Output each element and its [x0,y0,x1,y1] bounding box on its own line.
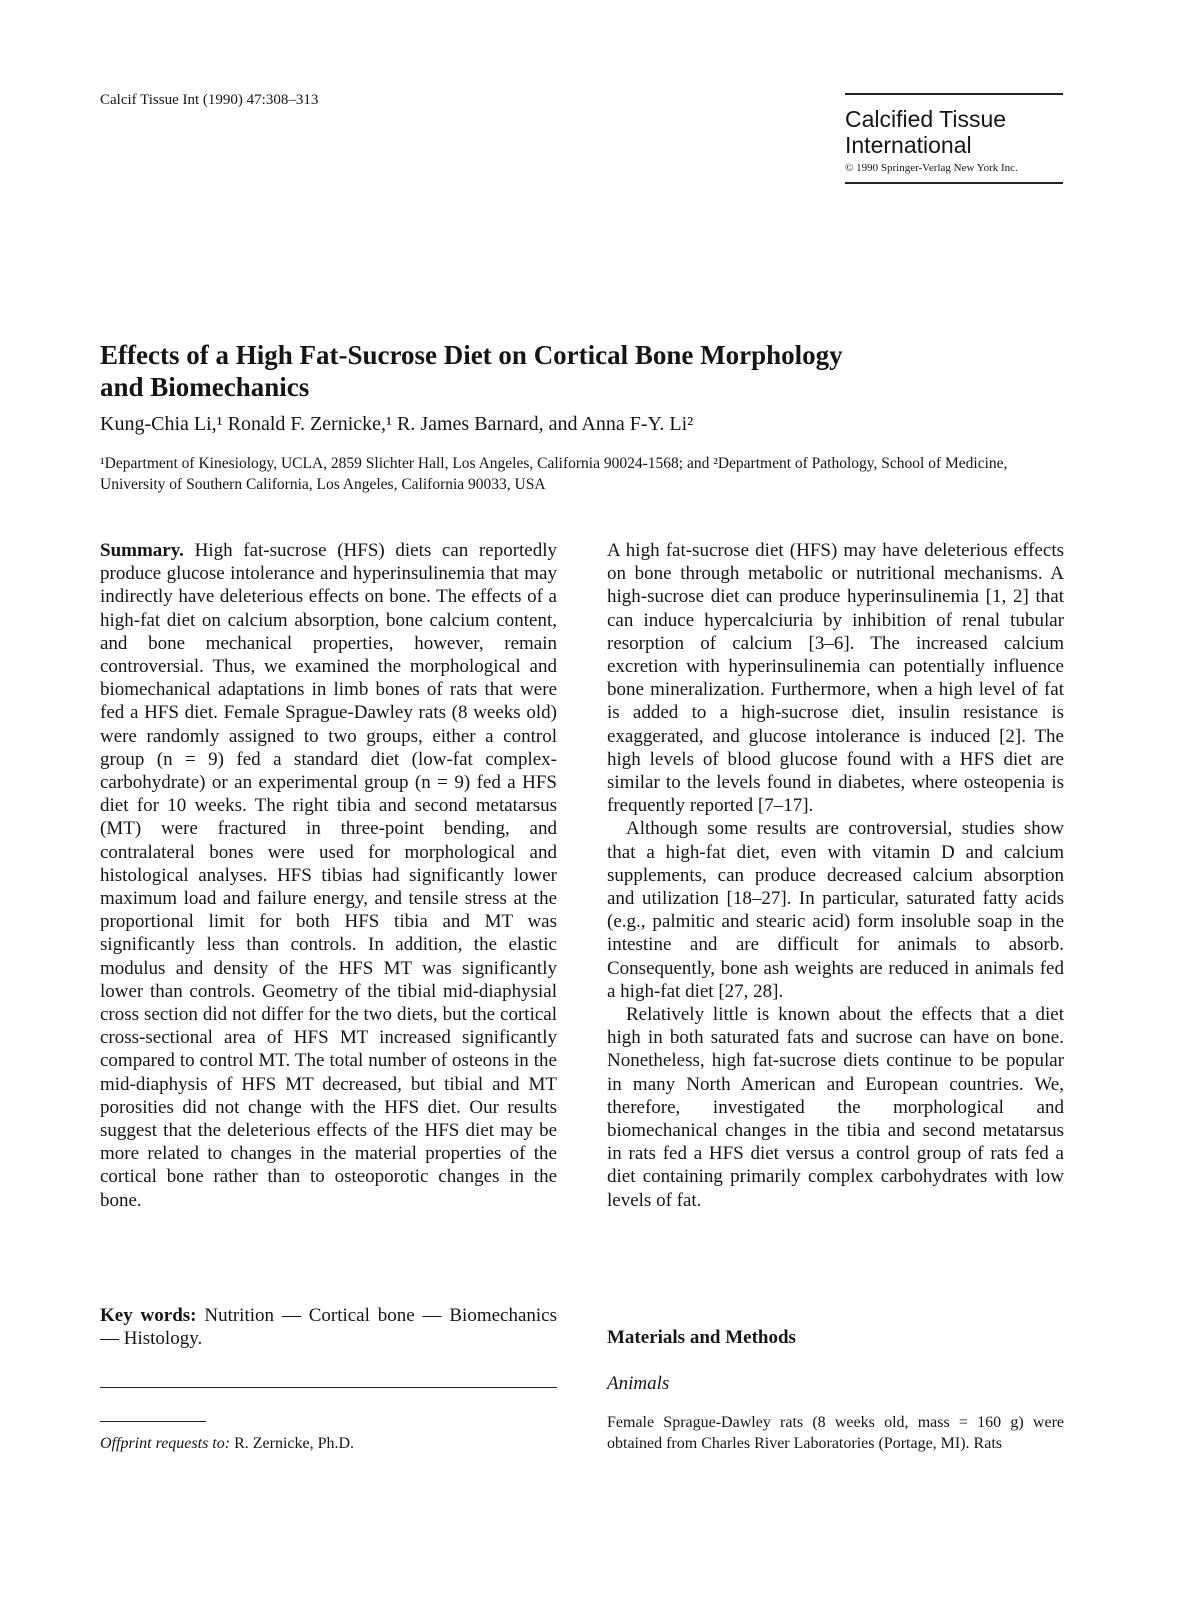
copyright-notice: © 1990 Springer-Verlag New York Inc. [845,162,1018,174]
intro-paragraph-1: A high fat-sucrose diet (HFS) may have deleterious effects on bone through metabolic or nutritional mechanisms. A high-sucrose diet can produce hyperinsulinemia [1, 2] that can induce hypercalciuria by inhibition of renal tubular resorption of calcium [3–6]. The increased calcium excretion with hyperinsulinemia can potentially influence bone mineralization. Furthermore, when a high level of fat is added to a high-sucrose diet, insulin resistance is exaggerated, and glucose intolerance is induced [2]. The high levels of blood glucose found with a HFS diet are similar to the levels found in diabetes, where osteopenia is frequently reported [7–17]. [607,540,1064,817]
summary-column [100,539,557,1212]
journal-citation: Calcif Tissue Int (1990) 47:308–313 [100,92,319,108]
summary-text: High fat-sucrose (HFS) diets can reportedly produce glucose intolerance and hyperinsulinemia that may indirectly have deleterious effects on bone. The effects of a high-fat diet on calcium absorption, bone calcium content, and bone mechanical properties, however, remain controversial. Thus, we examined the morphological and biomechanical adaptations in limb bones of rats that were fed a HFS diet. Female Sprague-Dawley rats (8 weeks old) were randomly assigned to two groups, either a control group (n = 9) fed a standard diet (low-fat complex-carbohydrate) or an experimental group (n = 9) fed a HFS diet for 10 weeks. The right tibia and second metatarsus (MT) were fractured in three-point bending, and contralateral bones were used for morphological and histological analyses. HFS tibias had significantly lower maximum load and failure energy, and tensile stress at the proportional limit for both HFS tibia and MT was significantly less than controls. In addition, the elastic modulus and density of the HFS MT was significantly lower than controls. Geometry of the tibial mid-diaphysial cross section did not differ for the two diets, but the cortical cross-sectional area of HFS MT increased significantly compared to control MT. The total number of osteons in the mid-diaphysis of HFS MT decreased, but tibial and MT porosities did not change with the HFS diet. Our results suggest that the deleterious effects of the HFS diet may be more related to changes in the material properties of the cortical bone rather than to osteoporotic changes in the bone. [100,540,558,1211]
offprint-footnote [100,1435,354,1453]
masthead-top-rule [845,93,1063,95]
summary-paragraph [100,539,557,1212]
keywords-label: Key words: [100,1305,197,1326]
journal-masthead [845,93,1063,184]
introduction-column [607,539,1064,1212]
affiliations: ¹Department of Kinesiology, UCLA, 2859 Slichter Hall, Los Angeles, California 90024-1568; and ²Department of Pathology, School of Medicine, University of Southern California, Los Angeles, California 90033, USA [100,455,1008,493]
article-title [100,339,1060,403]
summary-label: Summary. [100,540,184,561]
animals-subheading: Animals [607,1373,670,1394]
intro-paragraph-2: Although some results are controversial, studies show that a high-fat diet, even with vitamin D and calcium supplements, can produce decreased calcium absorption and utilization [18–27]. In particular, saturated fatty acids (e.g., palmitic and stearic acid) form insoluble soap in the intestine and are difficult for animals to absorb. Consequently, bone ash weights are reduced in animals fed a high-fat diet [27, 28]. [607,818,1064,1002]
intro-paragraph-3: Relatively little is known about the effects that a diet high in both saturated fats and sucrose can have on bone. Nonetheless, high fat-sucrose diets continue to be popular in many North American and European countries. We, therefore, investigated the morphological and biomechanical changes in the tibia and second metatarsus in rats fed a HFS diet versus a control group of rats fed a diet containing primarily complex carbohydrates with low levels of fat. [607,1004,1064,1211]
keywords-text: Nutrition — Cortical bone — Biomechanics — Histology. [100,1305,557,1350]
keywords [100,1304,557,1350]
journal-name [845,106,1063,158]
column-separator-rule [100,1387,557,1388]
article-title-line1: Effects of a High Fat-Sucrose Diet on Cortical Bone Morphology [100,340,843,370]
article-title-line2: and Biomechanics [100,372,310,402]
author-list: Kung-Chia Li,¹ Ronald F. Zernicke,¹ R. James Barnard, and Anna F-Y. Li² [100,413,694,435]
methods-heading: Materials and Methods [607,1327,796,1348]
offprint-text: R. Zernicke, Ph.D. [234,1435,355,1452]
journal-name-line2: International [845,132,972,158]
footnote-rule [100,1421,206,1422]
journal-name-line1: Calcified Tissue [845,106,1007,132]
offprint-label: Offprint requests to: [100,1435,231,1452]
animals-text: Female Sprague-Dawley rats (8 weeks old, mass = 160 g) were obtained from Charles River Laboratories (Portage, MI). Rats [607,1414,1064,1452]
masthead-bottom-rule [845,182,1063,184]
